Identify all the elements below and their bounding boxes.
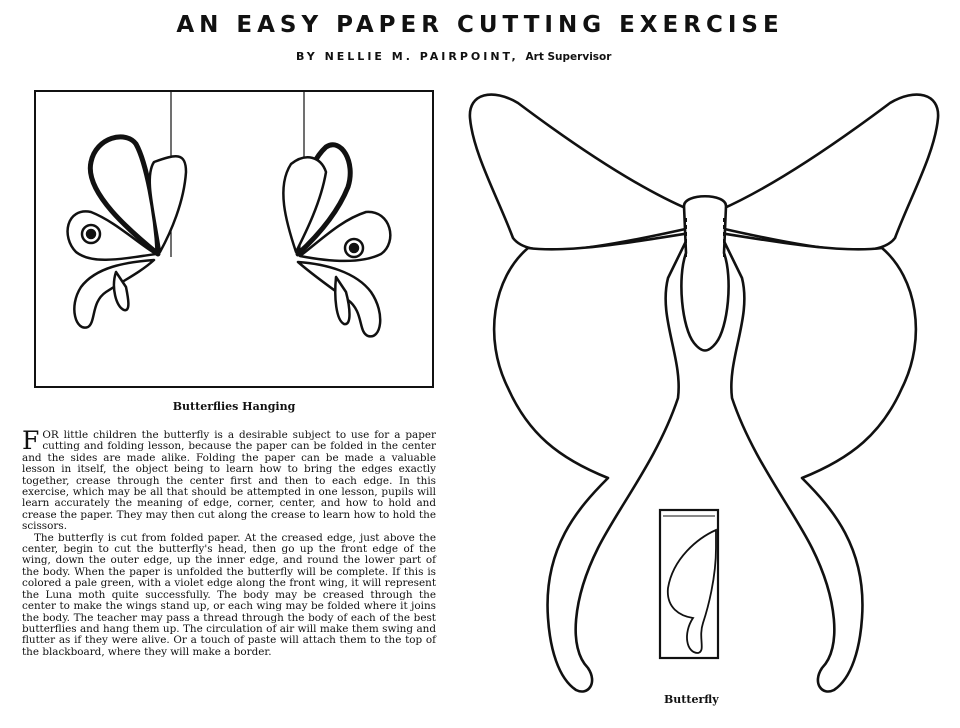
luna-figure-caption: Butterfly — [664, 693, 719, 706]
article-paragraph: FOR little children the butterfly is a desirable subject to use for a paper cutting and folding lesson, because the paper can be folded in the center and the sides are made alike. Folding the paper can be made a valuable lesson in itself, the object being to learn how to bring the edges exactly together, crease through the center first and then to each edge. In this exercise, which may be all that should be attempted in one lesson, pupils will learn accurately the meaning of edge, corner, center, and how to hold and crease the paper. They may then cut along the crease to learn how to hold the scissors. — [22, 426, 436, 533]
article-body — [22, 426, 436, 658]
hanging-figure-caption: Butterflies Hanging — [172, 400, 296, 413]
luna-moth-pattern — [458, 78, 950, 698]
byline — [296, 50, 611, 63]
butterflies-hanging-illustration — [36, 92, 432, 386]
page-title: AN EASY PAPER CUTTING EXERCISE — [176, 12, 784, 38]
byline-author: BY NELLIE M. PAIRPOINT, — [296, 50, 519, 63]
folded-paper-inset — [660, 510, 718, 658]
article-paragraph: The butterfly is cut from folded paper. At the creased edge, just above the center, begin to cut the butterfly's head, then go up the front edge of the wing, down the outer edge, up the inner edge, and round the lower part of the body. When the paper is unfolded the butterfly will be complete. If this is colored a pale green, with a violet edge along the front wing, it will represent the Luna moth quite successfully. The body may be creased through the center to make the wings stand up, or each wing may be folded where it joins the body. The teacher may pass a thread through the body of each of the best butterflies and hang them up. The circulation of air will make them swing and flutter as if they were alive. Or a touch of paste will attach them to the top of the blackboard, where they will make a border. — [22, 531, 436, 658]
moth-body — [681, 196, 728, 350]
butterflies-hanging-figure — [34, 90, 434, 388]
right-hindwing — [720, 233, 916, 691]
left-forewing — [470, 95, 690, 251]
butterfly-right — [283, 145, 390, 337]
right-forewing — [720, 95, 938, 251]
byline-role: Art Supervisor — [525, 51, 612, 63]
butterfly-left — [68, 137, 186, 328]
